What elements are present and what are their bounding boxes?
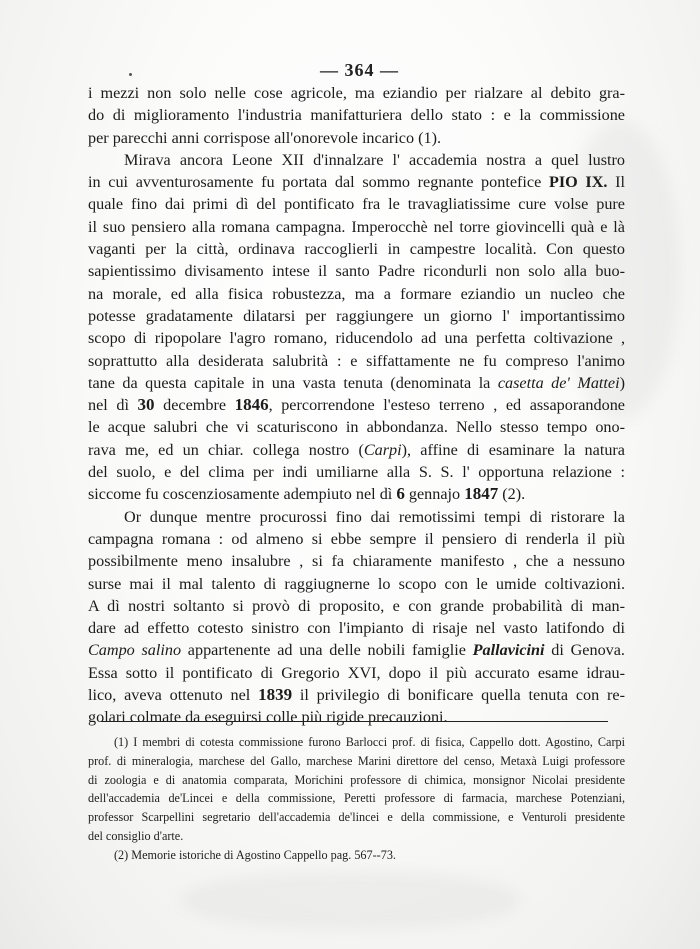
text-line xyxy=(88,684,625,706)
text-line: sapientissimo divisamento intese il santo Padre ricondurli non solo alla buo- xyxy=(88,262,625,281)
text-line: per parecchi anni corrispose all'onorevole incarico (1). xyxy=(88,128,442,147)
place-name-italic: casetta de' Mattei xyxy=(497,373,620,392)
text-line: possibilmente meno insalubre , si fa chiaramente manifesto , che a nessuno xyxy=(88,552,625,571)
person-name-italic: Carpi xyxy=(363,440,402,459)
date-number: 30 xyxy=(137,395,155,415)
text-line: Mirava ancora Leone XII d'innalzare l' accademia nostra a quel lustro xyxy=(124,150,625,169)
text-line: vaganti per la città, ordinava raccoglierli in campestre località. Con questo xyxy=(88,240,625,259)
text-run: di Genova. xyxy=(544,641,625,660)
footnote-2 xyxy=(88,846,625,865)
paper-stain xyxy=(180,870,520,930)
footnote-1 xyxy=(88,733,625,846)
text-line: surse mai il mal talento di raggiugnerne lo scopo con le umide coltivazioni. xyxy=(88,574,625,593)
text-run: decembre xyxy=(154,396,235,415)
footnote-line: di zoologia e di anatomia comparata, Morichini professore di chimica, monsignor Nicolai presidente xyxy=(88,772,625,787)
pope-name: PIO IX. xyxy=(548,173,608,192)
text-line xyxy=(88,483,625,505)
text-line: na morale, ed alla fisica robustezza, ma a formare eziandio un nucleo che xyxy=(88,284,625,303)
text-line xyxy=(88,372,625,394)
text-run: in cui avventurosamente fu portata dal sommo regnante pontefice xyxy=(88,173,549,192)
page-header xyxy=(0,60,700,84)
text-run: rava me, ed un chiar. collega nostro ( xyxy=(88,440,364,459)
text-run: appartenente ad una delle nobili famiglie xyxy=(181,641,473,660)
text-run: siccome fu coscenziosamente adempiuto nel dì xyxy=(88,485,397,504)
text-run: tane da questa capitale in una vasta tenuta (denominata la xyxy=(88,373,498,392)
text-run: Il xyxy=(607,173,625,192)
text-line: Essa sotto il pontificato di Gregorio XVI, dopo il più accurato esame idrau- xyxy=(88,663,625,682)
footnote-separator-rule xyxy=(101,721,608,722)
text-line: do di miglioramento l'industria manifatturiera dello stato : e la commissione xyxy=(88,106,625,125)
date-number: 1839 xyxy=(258,685,293,705)
text-line: le acque salubri che vi scaturiscono in abbondanza. Nello stesso tempo ono- xyxy=(88,418,625,437)
page-number: — 364 — xyxy=(320,60,399,80)
text-run: ) xyxy=(619,373,625,392)
text-line: A dì nostri soltanto si provò di proposito, e con grande probabilità di man- xyxy=(88,596,625,615)
text-line xyxy=(88,639,625,661)
text-line: quale fino dai primi dì del pontificato fra le travagliatissime cure volse pure xyxy=(88,195,625,214)
footnote-line: professor Scarpellini segretario dell'accademia de'lincei e della commissione, e Venturoli presidente xyxy=(88,810,625,825)
text-line: scopo di ripopolare l'agro romano, riducendolo ad una perfetta coltivazione , xyxy=(88,329,625,348)
text-line xyxy=(88,171,625,193)
margin-dot-mark xyxy=(129,73,132,76)
body-text xyxy=(88,82,625,729)
date-number: 1847 xyxy=(464,484,499,504)
text-line: il suo pensiero alla romana campagna. Imperocchè nel torre giovincelli quà e là xyxy=(88,217,625,236)
text-line: Or dunque mentre procurossi fino dai remotissimi tempi di ristorare la xyxy=(124,507,625,526)
footnotes xyxy=(88,733,625,865)
paragraph-2 xyxy=(88,149,625,506)
place-name-italic: Campo salino xyxy=(88,641,182,660)
text-line: soprattutto alla desiderata salubrità : e siffattamente ne fu compreso l'animo xyxy=(88,351,625,370)
text-run: (2). xyxy=(498,485,526,504)
paragraph-1 xyxy=(88,82,625,149)
family-name-italic: Pallavicini xyxy=(472,641,545,660)
text-run: , percorrendone l'esteso terreno , ed assaporandone xyxy=(268,396,625,415)
footnote-line: prof. di mineralogia, marchese del Gallo, marchese Marini direttore del censo, Metaxà Luigi professore xyxy=(88,753,625,768)
text-line: campagna romana : od almeno si ebbe sempre il pensiero di renderla il più xyxy=(88,529,625,548)
text-run: nel dì xyxy=(88,396,138,415)
date-number: 6 xyxy=(396,484,405,504)
date-number: 1846 xyxy=(234,395,269,415)
paragraph-3 xyxy=(88,506,625,729)
text-line xyxy=(88,439,625,461)
footnote-line: (1) I membri di cotesta commissione furono Barlocci prof. di fisica, Cappello dott. Agostino, Carpi xyxy=(114,735,625,749)
text-line: golari colmate da eseguirsi colle più rigide precauzioni. xyxy=(88,708,448,727)
text-line xyxy=(88,394,625,416)
text-run: ), affine di esaminare la natura xyxy=(401,440,625,459)
footnote-line: del consiglio d'arte. xyxy=(88,828,184,843)
text-line: del suolo, e del clima per indi umiliarne alla S. S. l' opportuna relazione : xyxy=(88,463,625,482)
text-run: gennajo xyxy=(404,485,465,504)
text-line: potesse gradatamente dilatarsi per raggiungere un giorno l' importantissimo xyxy=(88,306,625,325)
text-line: i mezzi non solo nelle cose agricole, ma eziandio per rialzare al debito gra- xyxy=(88,84,625,102)
text-line: dare ad effetto cotesto sinistro con l'impianto di risaje nel vasto latifondo di xyxy=(88,619,625,638)
footnote-line: dell'accademia de'Lincei e della commissione, Peretti professore di farmacia, marchese Potenziani, xyxy=(88,791,625,806)
footnote-line: (2) Memorie istoriche di Agostino Cappello pag. 567--73. xyxy=(114,847,396,862)
text-run: il privilegio di bonificare quella tenuta con re- xyxy=(292,686,625,705)
text-run: lico, aveva ottenuto nel xyxy=(88,686,259,705)
